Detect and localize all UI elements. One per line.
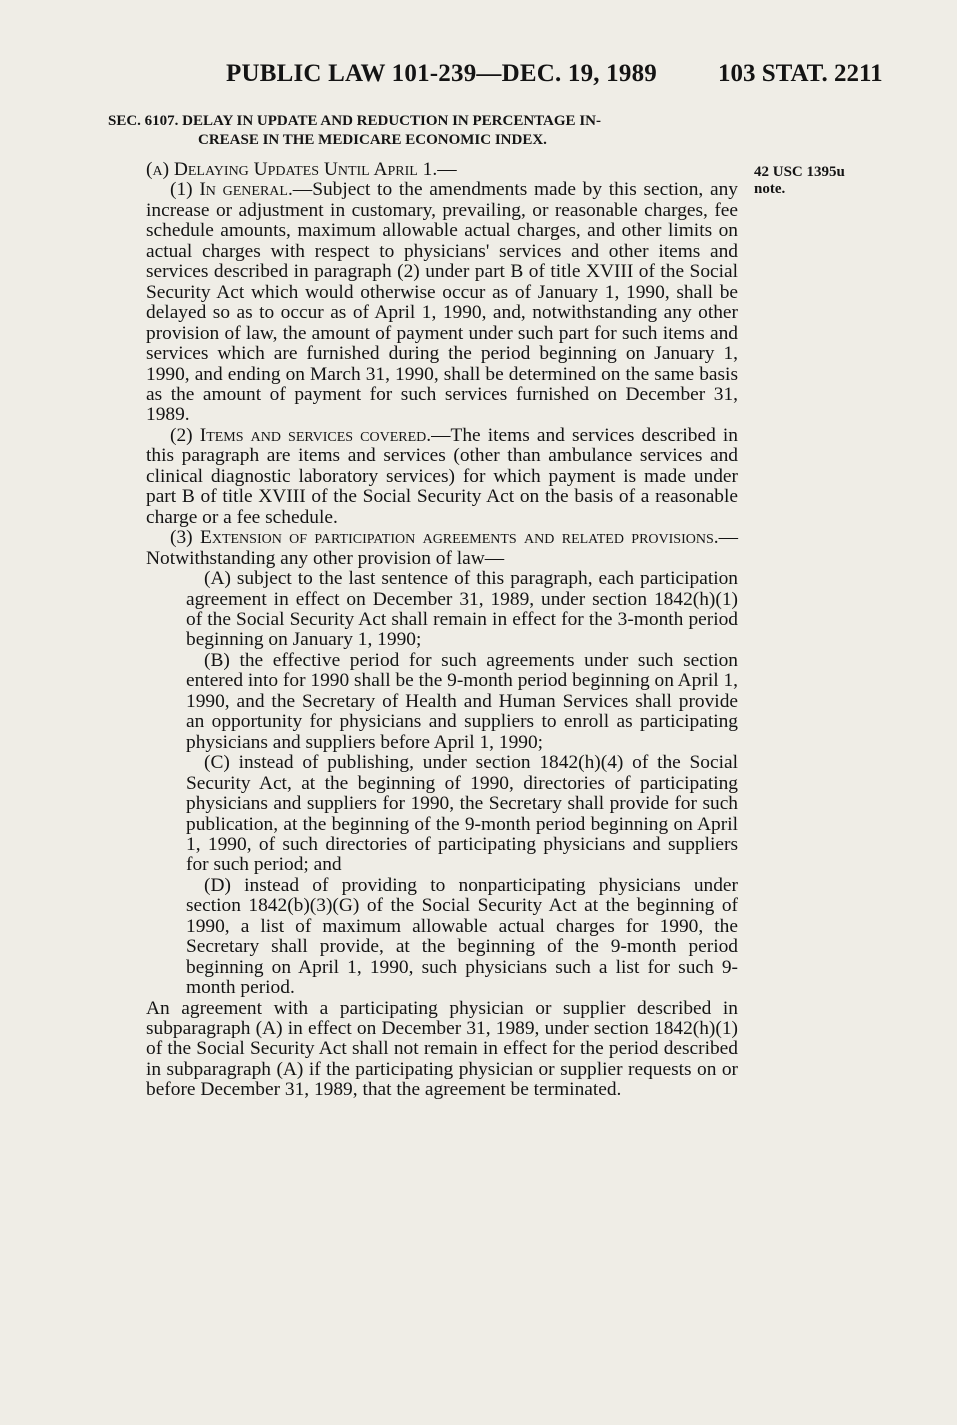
margin-note-line-1: 42 USC 1395u xyxy=(754,164,845,180)
section-heading xyxy=(108,112,742,150)
paragraph-3-closing: An agreement with a participating physician or supplier described in subparagraph (A) in effect on December 31, 1989, under section 1842(h)(1) of the Social Security Act shall not remain in effect for the period described in subparagraph (A) if the participating physician or supplier requests on or before December 31, 1989, that the agreement be terminated. xyxy=(146,997,738,1101)
paragraph-3 xyxy=(146,528,738,569)
paragraph-3-heading: Extension of participation agreements and related provisions. xyxy=(199,527,719,549)
paragraph-1-number: (1) xyxy=(170,179,193,201)
paragraph-1-heading: In general. xyxy=(199,179,293,201)
subparagraph-d: (D) instead of providing to nonparticipating physicians under section 1842(b)(3)(G) of the Social Security Act at the beginning of 1990, a list of maximum allowable actual charges for 1990, the Secretary shall provide, at the beginning of the 9-month period beginning on April 1, 1990, such physicians such a list for such 9-month period. xyxy=(186,874,738,999)
paragraph-2-heading: Items and services covered. xyxy=(199,424,432,446)
paragraph-3-number: (3) xyxy=(170,527,193,549)
subsection-a-heading xyxy=(146,160,738,180)
paragraph-3-text: —Notwithstanding any other provision of law— xyxy=(146,527,738,569)
subparagraph-c: (C) instead of publishing, under section 1842(h)(4) of the Social Security Act, at the beginning of 1990, directories of participating physicians and suppliers for 1990, the Secretary shall provide for such publication, at the beginning of the 9-month period beginning on April 1, 1990, of such directories of participating physicians and suppliers for such period; and xyxy=(186,752,738,876)
paragraph-1-text: —Subject to the amendments made by this section, any increase or adjustment in customary, prevailing, or reasonable charges, fee schedule amounts, maximum allowable actual charges, and other limits on actual charges with respect to physicians' services and other items and services described in paragraph (2) under part B of title XVIII of the Social Security Act which would otherwise occur as of January 1, 1990, shall be delayed so as to occur as of April 1, 1990, and, notwithstanding any other provision of law, the amount of payment under such part for such items and services which are furnished during the period beginning on January 1, 1990, and ending on March 31, 1990, shall be determined on the same basis as the amount of payment for such services furnished on December 31, 1989. xyxy=(146,179,738,426)
paragraph-2 xyxy=(146,426,738,528)
margin-citation-note xyxy=(754,164,845,198)
paragraph-1 xyxy=(146,180,738,425)
subsection-a-label: (a) Delaying Updates Until April 1.— xyxy=(146,159,457,180)
section-heading-line-2: CREASE IN THE MEDICARE ECONOMIC INDEX. xyxy=(198,132,547,148)
page-header-stat: 103 STAT. 2211 xyxy=(718,60,883,87)
paragraph-2-number: (2) xyxy=(170,424,193,446)
paragraph-2-text: —The items and services described in this paragraph are items and services (other than ambulance services and clinical diagnostic laboratory services) for which payment is made under part B of title XVIII of the Social Security Act on the basis of a reasonable charge or a fee schedule. xyxy=(146,424,738,528)
section-heading-line-1: SEC. 6107. DELAY IN UPDATE AND REDUCTION IN PERCENTAGE IN- xyxy=(108,113,601,129)
page-header-title: PUBLIC LAW 101-239—DEC. 19, 1989 xyxy=(226,60,657,87)
subparagraph-b: (B) the effective period for such agreements under such section entered into for 1990 shall be the 9-month period beginning on April 1, 1990, and the Secretary of Health and Human Services shall provide an opportunity for physicians and suppliers to enroll as participating physicians and suppliers before April 1, 1990; xyxy=(186,649,738,753)
margin-note-line-2: note. xyxy=(754,181,786,197)
body-text xyxy=(146,160,738,1101)
subparagraph-a: (A) subject to the last sentence of this paragraph, each participation agreement in effect on December 31, 1989, under section 1842(h)(1) of the Social Security Act shall remain in effect for the 3-month period beginning on January 1, 1990; xyxy=(186,568,738,651)
